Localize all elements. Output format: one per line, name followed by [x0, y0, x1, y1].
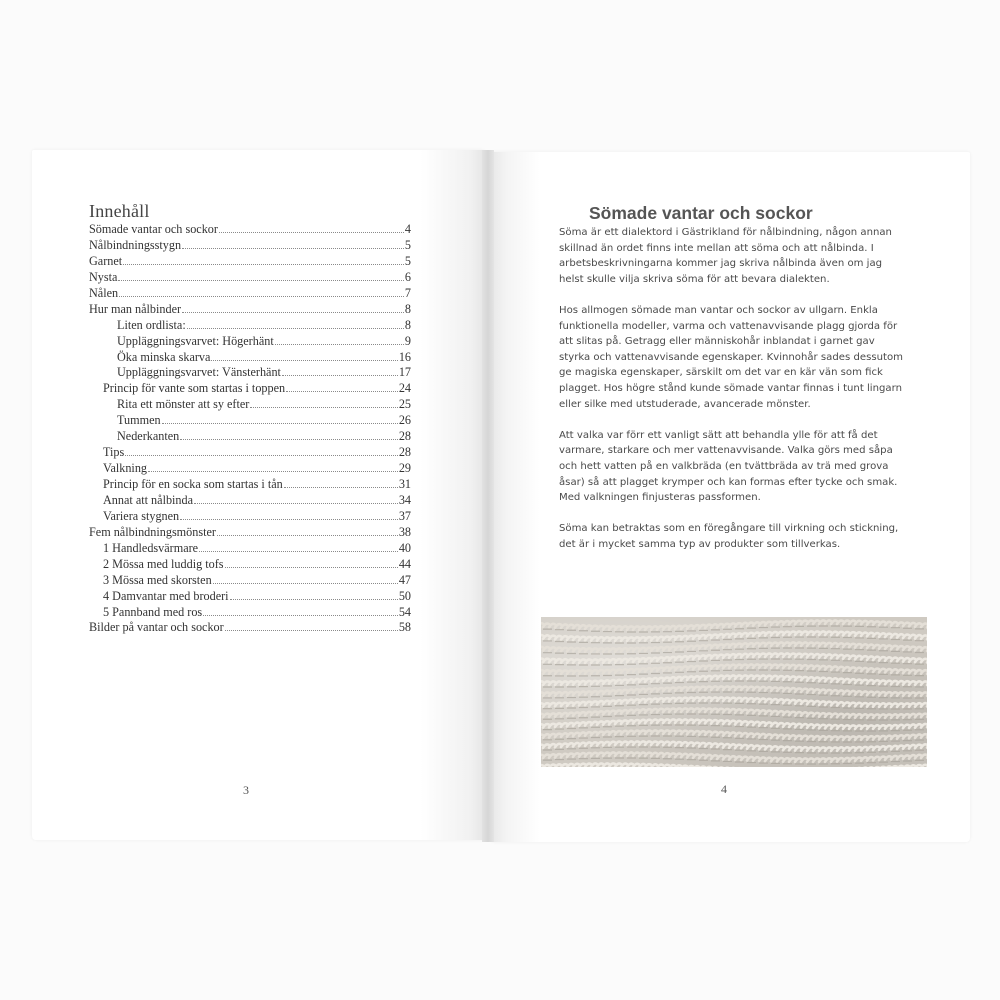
toc-entry	[89, 476, 411, 492]
toc-entry	[89, 428, 411, 444]
toc-leader-dots	[187, 318, 404, 329]
toc-leader-dots	[284, 477, 398, 488]
toc-entry-page: 54	[398, 604, 411, 619]
toc-entry-label: Nålen	[89, 285, 119, 300]
toc-entry-page: 37	[398, 508, 411, 523]
toc-leader-dots	[162, 413, 398, 424]
toc-entry-page: 7	[404, 285, 411, 300]
chapter-body	[559, 225, 904, 568]
chapter-heading: Sömade vantar och sockor	[589, 203, 813, 223]
toc-leader-dots	[286, 381, 398, 392]
toc-entry	[89, 619, 411, 635]
toc-entry-page: 26	[398, 413, 411, 428]
toc-entry-label: Tips	[103, 445, 125, 460]
toc-entry	[89, 460, 411, 476]
body-paragraph: Söma kan betraktas som en föregångare till virkning och stickning, det är i mycket samma typ av produkter som tillverkas.	[559, 523, 899, 550]
toc-entry	[89, 492, 411, 508]
toc-entry-page: 50	[398, 588, 411, 603]
toc-entry-label: 4 Damvantar med broderi	[103, 588, 229, 603]
toc-leader-dots	[230, 589, 398, 600]
toc-entry-label: Fem nålbindningsmönster	[89, 524, 216, 539]
toc-entry-page: 4	[404, 222, 411, 236]
toc-entry-label: 2 Mössa med luddig tofs	[103, 556, 224, 571]
book-gutter	[482, 150, 494, 842]
toc-leader-dots	[211, 350, 397, 361]
toc-entry-label: Garnet	[89, 253, 123, 268]
toc-entry	[89, 285, 411, 301]
toc-entry	[89, 572, 411, 588]
toc-leader-dots	[275, 334, 404, 345]
toc-entry-label: Uppläggningsvarvet: Högerhänt	[117, 333, 274, 348]
toc-leader-dots	[203, 605, 398, 616]
toc-entry	[89, 237, 411, 253]
toc-entry-label: Princip för vante som startas i toppen	[103, 381, 286, 396]
toc-entry-page: 16	[398, 349, 411, 364]
toc-leader-dots	[199, 541, 398, 552]
toc-entry-label: Hur man nålbinder	[89, 301, 182, 316]
toc-entry-page: 29	[398, 461, 411, 476]
toc-entry-label: Valkning	[103, 461, 148, 476]
toc-entry	[89, 604, 411, 620]
toc-entry-page: 40	[398, 540, 411, 555]
toc-entry-label: Tummen	[117, 413, 161, 428]
toc-leader-dots	[225, 620, 398, 631]
toc-entry-page: 5	[404, 253, 411, 268]
toc-entry-label: 3 Mössa med skorsten	[103, 572, 212, 587]
toc-entry-label: Nederkanten	[117, 429, 180, 444]
toc-entry	[89, 540, 411, 556]
toc-entry	[89, 508, 411, 524]
toc-entry-page: 5	[404, 237, 411, 252]
toc-entry	[89, 364, 411, 380]
toc-entry-page: 24	[398, 381, 411, 396]
toc-leader-dots	[213, 573, 398, 584]
toc-entry-page: 47	[398, 572, 411, 587]
toc-entry-label: Sömade vantar och sockor	[89, 222, 218, 236]
toc-entry-label: Öka minska skarva	[117, 349, 211, 364]
toc-entry-label: Nysta	[89, 269, 118, 284]
toc-leader-dots	[194, 493, 398, 504]
toc-leader-dots	[217, 525, 398, 536]
toc-entry-label: 1 Handledsvärmare	[103, 540, 199, 555]
toc-entry-label: Liten ordlista:	[117, 317, 186, 332]
toc-entry-page: 25	[398, 397, 411, 412]
toc-leader-dots	[118, 270, 403, 281]
toc-entry-label: Bilder på vantar och sockor	[89, 620, 224, 635]
toc-entry-label: Uppläggningsvarvet: Vänsterhänt	[117, 365, 281, 380]
toc-entry-page: 6	[404, 269, 411, 284]
toc-leader-dots	[123, 254, 404, 265]
toc-leader-dots	[180, 509, 398, 520]
toc-leader-dots	[182, 238, 404, 249]
toc-entry	[89, 412, 411, 428]
toc-entry-page: 9	[404, 333, 411, 348]
toc-entry-label: Princip för en socka som startas i tån	[103, 477, 283, 491]
toc-entry	[89, 349, 411, 365]
toc-entry-page: 17	[398, 365, 411, 380]
toc-entry	[89, 380, 411, 396]
toc-entry	[89, 524, 411, 540]
toc-entry	[89, 588, 411, 604]
toc-entry-label: Annat att nålbinda	[103, 492, 194, 507]
toc-entry-page: 34	[398, 492, 411, 507]
toc-leader-dots	[225, 557, 398, 568]
toc-entry	[89, 556, 411, 572]
toc-entry	[89, 444, 411, 460]
toc-leader-dots	[125, 445, 398, 456]
toc-entry	[89, 269, 411, 285]
toc-entry-page: 8	[404, 301, 411, 316]
toc-title: Innehåll	[89, 201, 150, 221]
page-number-right: 4	[721, 782, 727, 796]
body-paragraph: Söma är ett dialektord i Gästrikland för nålbindning, någon annan skillnad än ordet finns inte mellan att söma och att nålbinda. I arbetsbeskrivningarna kommer jag skriva nålbinda även om jag helst skulle vilja skriva söma för att bevara dialekten.	[559, 227, 892, 285]
toc-leader-dots	[180, 429, 398, 440]
table-of-contents	[89, 221, 411, 635]
page-number-left: 3	[243, 783, 249, 797]
toc-entry-label: 5 Pannband med ros	[103, 604, 203, 619]
toc-entry	[89, 396, 411, 412]
toc-entry	[89, 221, 411, 237]
yarn-photo	[541, 617, 927, 767]
body-paragraph: Hos allmogen sömade man vantar och sockor av ullgarn. Enkla funktionella modeller, varma och vattenavvisande plagg gjorda för att slitas på. Getragg eller människohår inblandat i garnet gav styrka och vattenavvisande egenskaper. Kvinnohår sades dessutom ge magiska egenskaper, särskilt om det var en kär vän som fick plagget. Hos högre stånd kunde sömade vantar finnas i tunt lingarn eller silke med utstuderade, avancerade mönster.	[559, 304, 903, 410]
toc-entry-label: Rita ett mönster att sy efter	[117, 397, 250, 412]
toc-leader-dots	[250, 397, 397, 408]
toc-entry-page: 28	[398, 429, 411, 444]
body-paragraph: Att valka var förr ett vanligt sätt att behandla ylle för att få det varmare, starkare och mer vattenavvisande. Valka görs med såpa och hett vatten på en valkbräda (en tvättbräda av trä med grova åsar) så att plagget krymper och kan formas efter tycke och smak. Med valkningen finjusteras passformen.	[559, 429, 898, 504]
toc-entry	[89, 253, 411, 269]
toc-entry	[89, 317, 411, 333]
toc-leader-dots	[182, 302, 404, 313]
toc-leader-dots	[282, 365, 398, 376]
toc-entry	[89, 301, 411, 317]
toc-leader-dots	[119, 286, 404, 297]
toc-entry-page: 58	[398, 620, 411, 635]
toc-entry-page: 44	[398, 556, 411, 571]
toc-entry-page: 28	[398, 445, 411, 460]
toc-leader-dots	[219, 222, 404, 233]
toc-entry-page: 38	[398, 524, 411, 539]
toc-entry-page: 8	[404, 317, 411, 332]
toc-entry-label: Nålbindningsstygn	[89, 237, 182, 252]
toc-entry-label: Variera stygnen	[103, 508, 180, 523]
toc-leader-dots	[148, 461, 398, 472]
toc-entry-page: 31	[398, 477, 411, 491]
toc-entry	[89, 333, 411, 349]
